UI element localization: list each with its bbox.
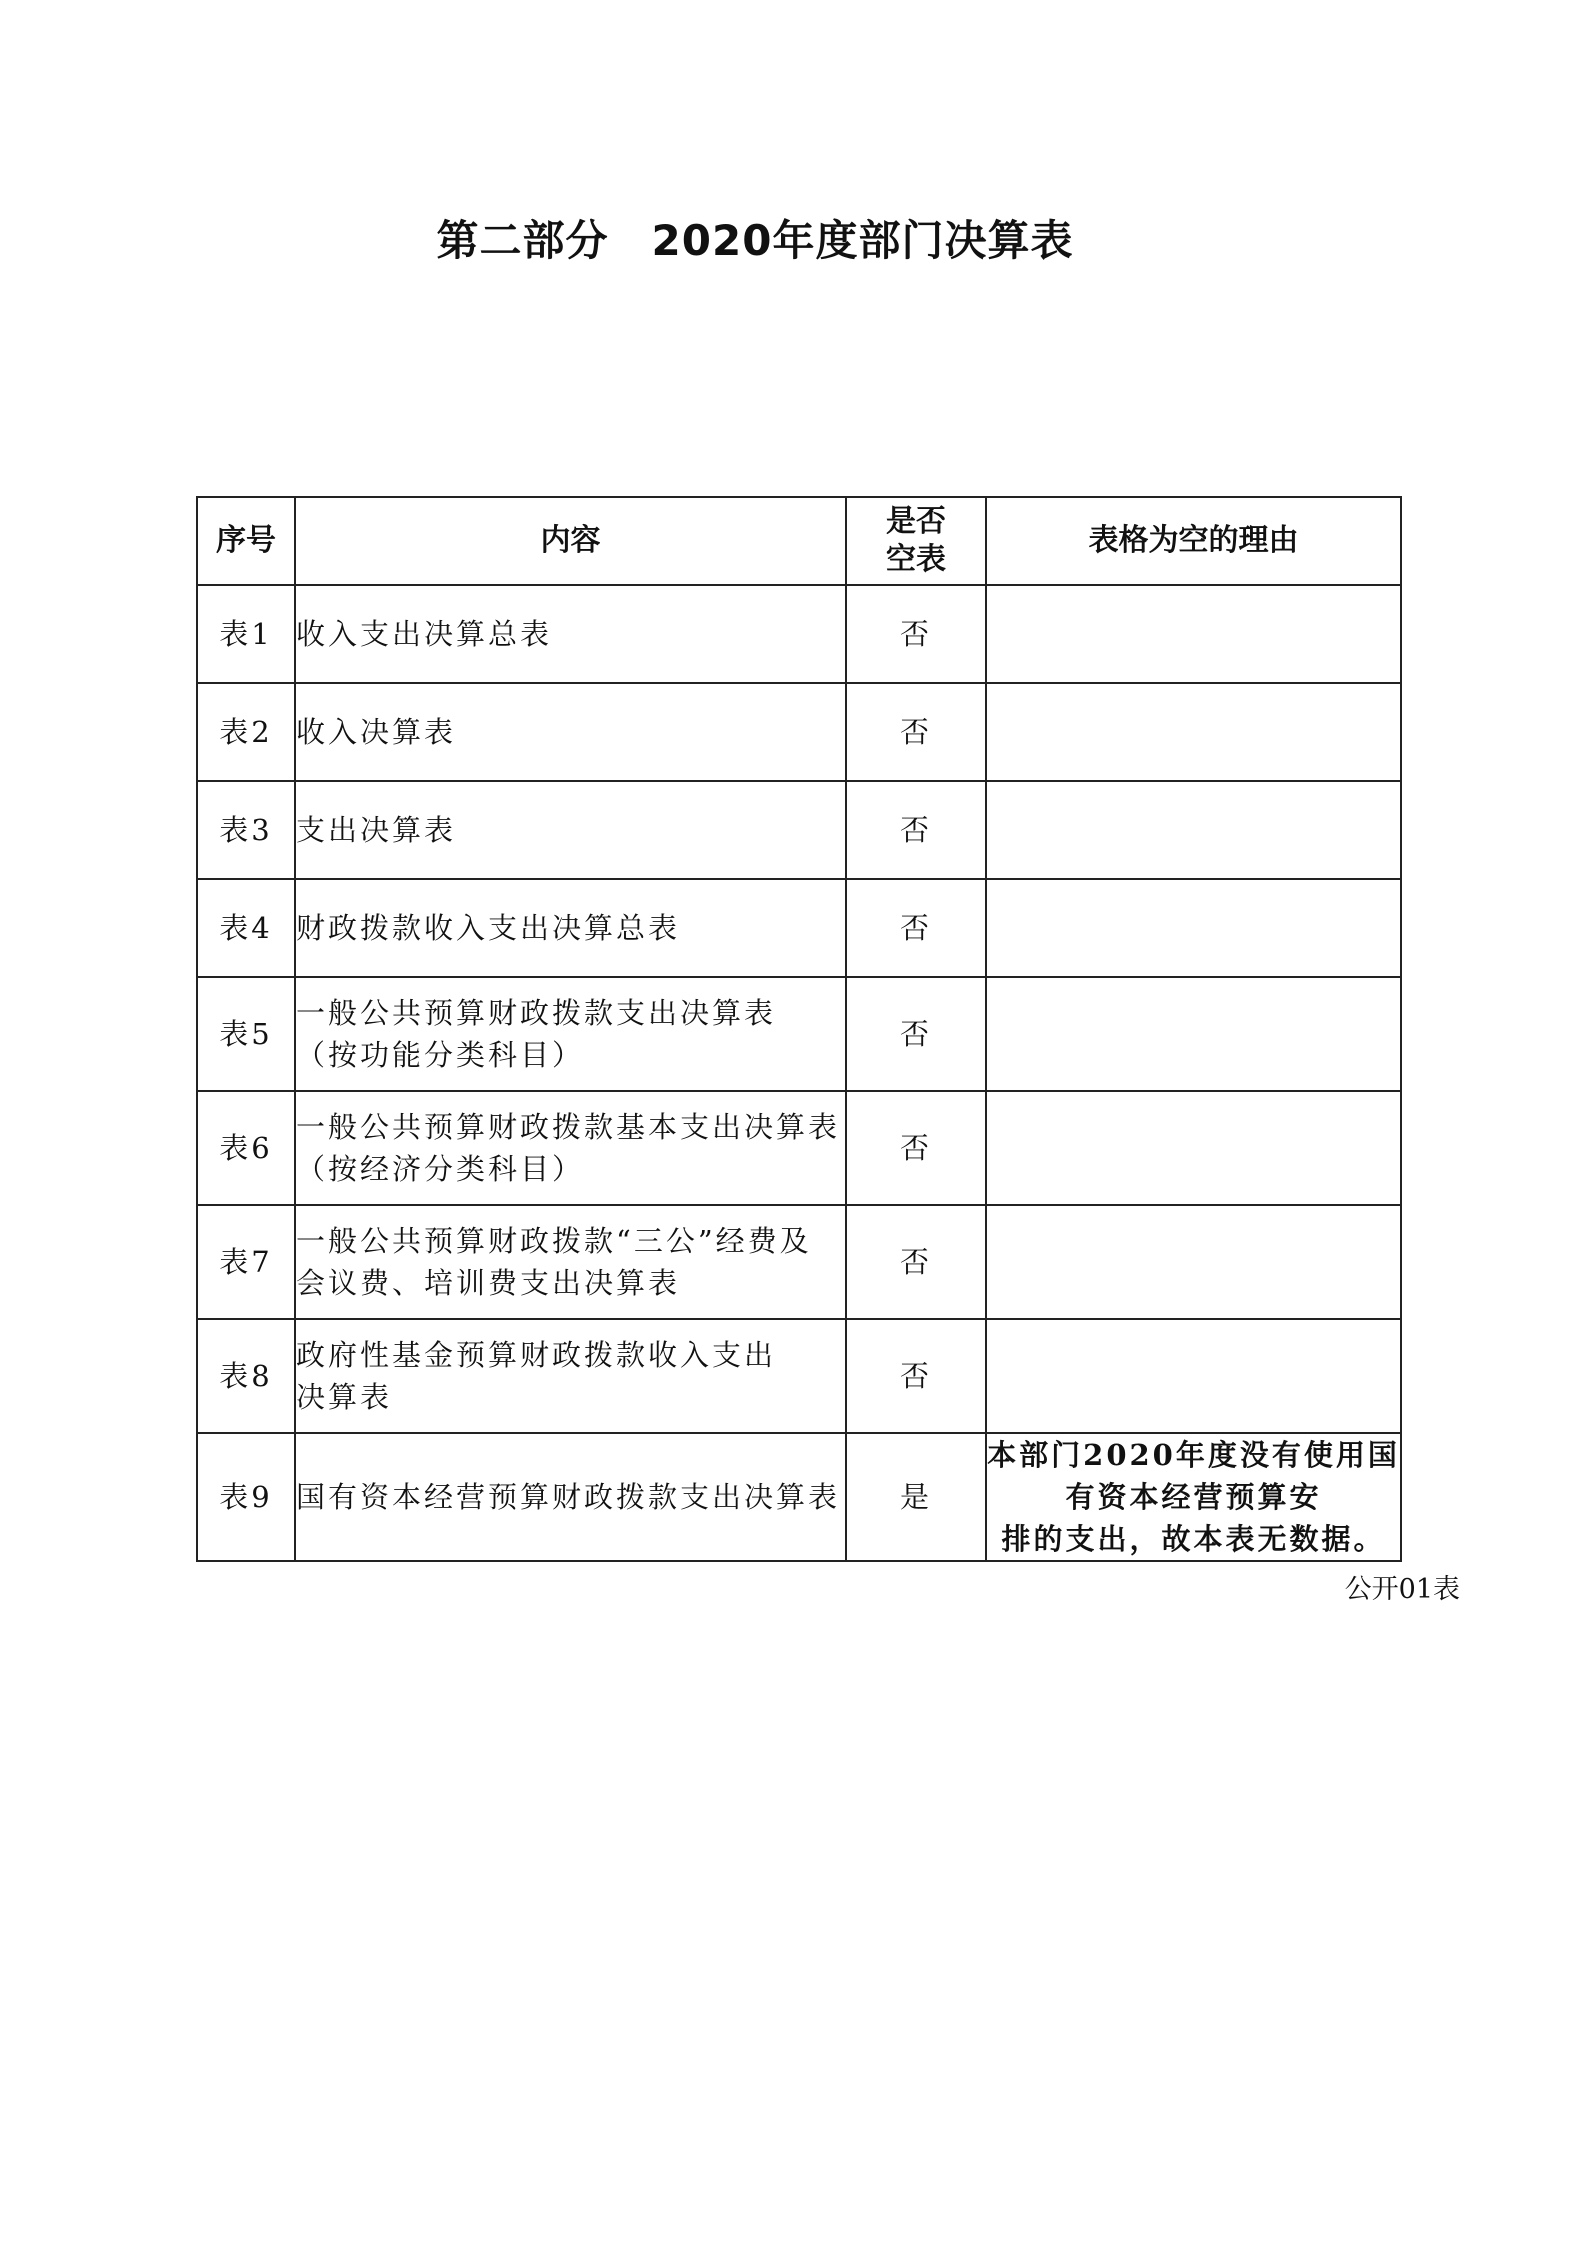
page-title: 第二部分 2020年度部门决算表 bbox=[436, 216, 1074, 265]
row-no: 表5 bbox=[197, 977, 295, 1091]
row-content: 一般公共预算财政拨款基本支出决算表 （按经济分类科目） bbox=[295, 1091, 846, 1205]
row-is-empty: 否 bbox=[846, 781, 986, 879]
footer-note: 公开01表 bbox=[1344, 1574, 1460, 1605]
row-content: 收入支出决算总表 bbox=[295, 585, 846, 683]
row-no: 表9 bbox=[197, 1433, 295, 1561]
table-row bbox=[197, 1205, 1401, 1319]
table-header-row bbox=[197, 497, 1401, 585]
row-reason bbox=[986, 683, 1401, 781]
row-content: 收入决算表 bbox=[295, 683, 846, 781]
row-is-empty: 否 bbox=[846, 1205, 986, 1319]
row-no: 表4 bbox=[197, 879, 295, 977]
table-row bbox=[197, 585, 1401, 683]
row-reason bbox=[986, 585, 1401, 683]
row-is-empty: 否 bbox=[846, 1319, 986, 1433]
report-list-table bbox=[196, 496, 1402, 1562]
row-content: 财政拨款收入支出决算总表 bbox=[295, 879, 846, 977]
row-no: 表8 bbox=[197, 1319, 295, 1433]
row-no: 表2 bbox=[197, 683, 295, 781]
table-row bbox=[197, 683, 1401, 781]
row-content: 政府性基金预算财政拨款收入支出 决算表 bbox=[295, 1319, 846, 1433]
row-reason bbox=[986, 879, 1401, 977]
row-reason bbox=[986, 1205, 1401, 1319]
row-is-empty: 否 bbox=[846, 879, 986, 977]
row-is-empty: 是 bbox=[846, 1433, 986, 1561]
table-row bbox=[197, 879, 1401, 977]
header-is-empty: 是否 空表 bbox=[846, 497, 986, 585]
row-no: 表3 bbox=[197, 781, 295, 879]
row-reason bbox=[986, 1319, 1401, 1433]
row-is-empty: 否 bbox=[846, 683, 986, 781]
row-content: 国有资本经营预算财政拨款支出决算表 bbox=[295, 1433, 846, 1561]
row-is-empty: 否 bbox=[846, 1091, 986, 1205]
table-row bbox=[197, 1433, 1401, 1561]
row-reason bbox=[986, 1091, 1401, 1205]
table-row bbox=[197, 781, 1401, 879]
row-is-empty: 否 bbox=[846, 977, 986, 1091]
row-reason bbox=[986, 977, 1401, 1091]
row-reason bbox=[986, 781, 1401, 879]
table-row bbox=[197, 1091, 1401, 1205]
row-is-empty: 否 bbox=[846, 585, 986, 683]
header-reason: 表格为空的理由 bbox=[986, 497, 1401, 585]
header-content: 内容 bbox=[295, 497, 846, 585]
row-content: 一般公共预算财政拨款“三公”经费及 会议费、培训费支出决算表 bbox=[295, 1205, 846, 1319]
row-no: 表6 bbox=[197, 1091, 295, 1205]
row-reason: 本部门2020年度没有使用国有资本经营预算安 排的支出，故本表无数据。 bbox=[986, 1433, 1401, 1561]
row-no: 表7 bbox=[197, 1205, 295, 1319]
row-no: 表1 bbox=[197, 585, 295, 683]
table-row bbox=[197, 1319, 1401, 1433]
row-content: 一般公共预算财政拨款支出决算表 （按功能分类科目） bbox=[295, 977, 846, 1091]
row-content: 支出决算表 bbox=[295, 781, 846, 879]
table-row bbox=[197, 977, 1401, 1091]
header-no: 序号 bbox=[197, 497, 295, 585]
